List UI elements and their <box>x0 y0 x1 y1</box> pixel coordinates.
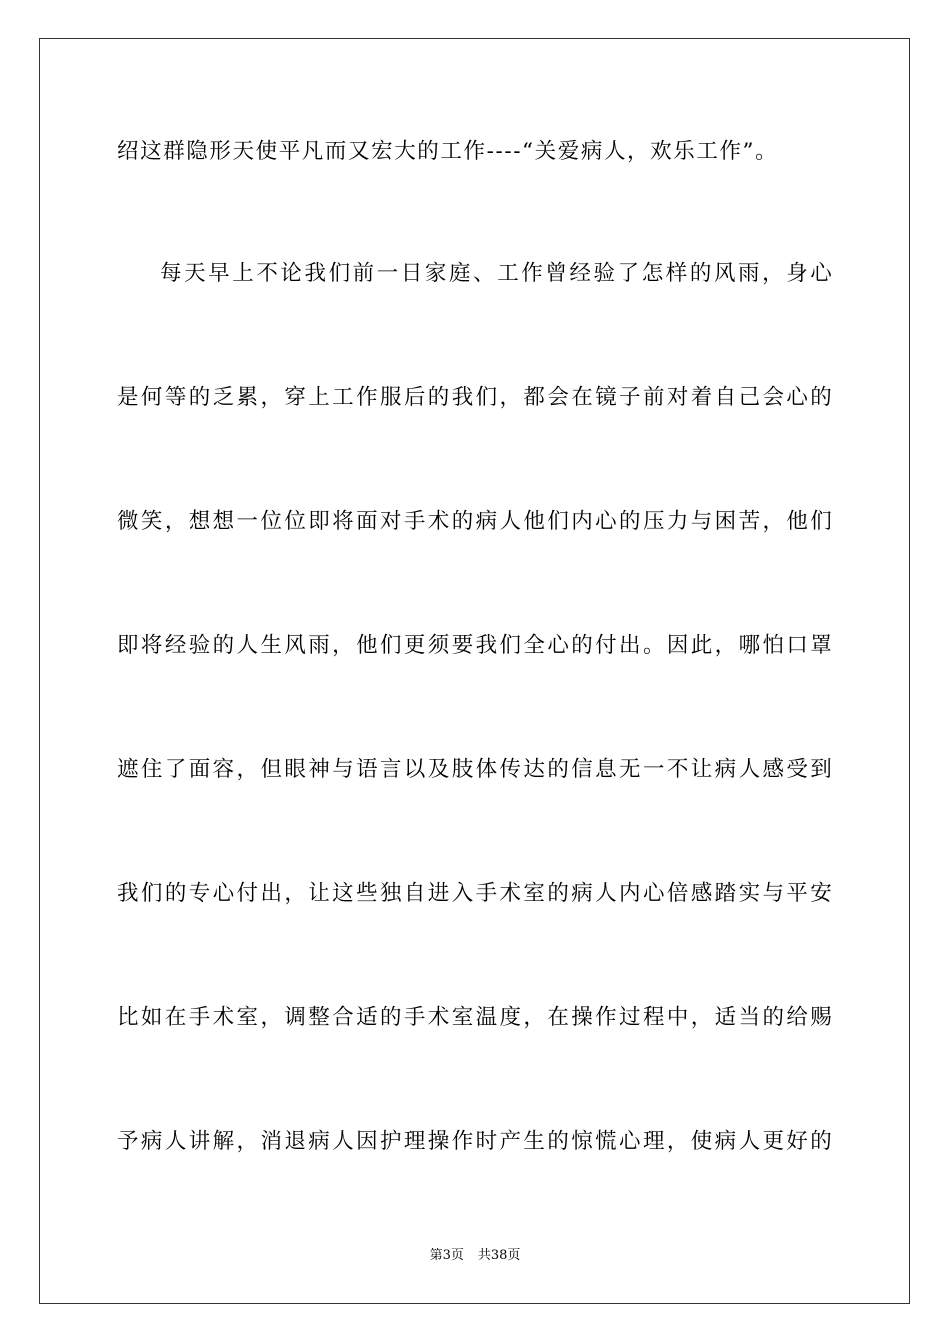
paragraph-line-3: 是何等的乏累，穿上工作服后的我们，都会在镜子前对着自己会心的 <box>117 385 833 410</box>
paragraph-line-2: 每天早上不论我们前一日家庭、工作曾经验了怎样的风雨，身心 <box>160 261 833 286</box>
paragraph-line-9: 予病人讲解，消退病人因护理操作时产生的惊慌心理，使病人更好的 <box>117 1129 833 1154</box>
page-frame <box>39 38 910 1304</box>
paragraph-line-1: 绍这群隐形天使平凡而又宏大的工作----“关爱病人，欢乐工作”。 <box>117 139 779 164</box>
page-number: 第3页 <box>429 1248 464 1263</box>
page-footer <box>0 1247 950 1265</box>
paragraph-line-8: 比如在手术室，调整合适的手术室温度，在操作过程中，适当的给赐 <box>117 1005 833 1030</box>
page-total: 共38页 <box>477 1248 521 1263</box>
paragraph-line-6: 遮住了面容，但眼神与语言以及肢体传达的信息无一不让病人感受到 <box>117 757 833 782</box>
paragraph-line-5: 即将经验的人生风雨，他们更须要我们全心的付出。因此，哪怕口罩 <box>117 633 833 658</box>
paragraph-line-7: 我们的专心付出，让这些独自进入手术室的病人内心倍感踏实与平安 <box>117 881 833 906</box>
paragraph-line-4: 微笑，想想一位位即将面对手术的病人他们内心的压力与困苦，他们 <box>117 509 833 534</box>
